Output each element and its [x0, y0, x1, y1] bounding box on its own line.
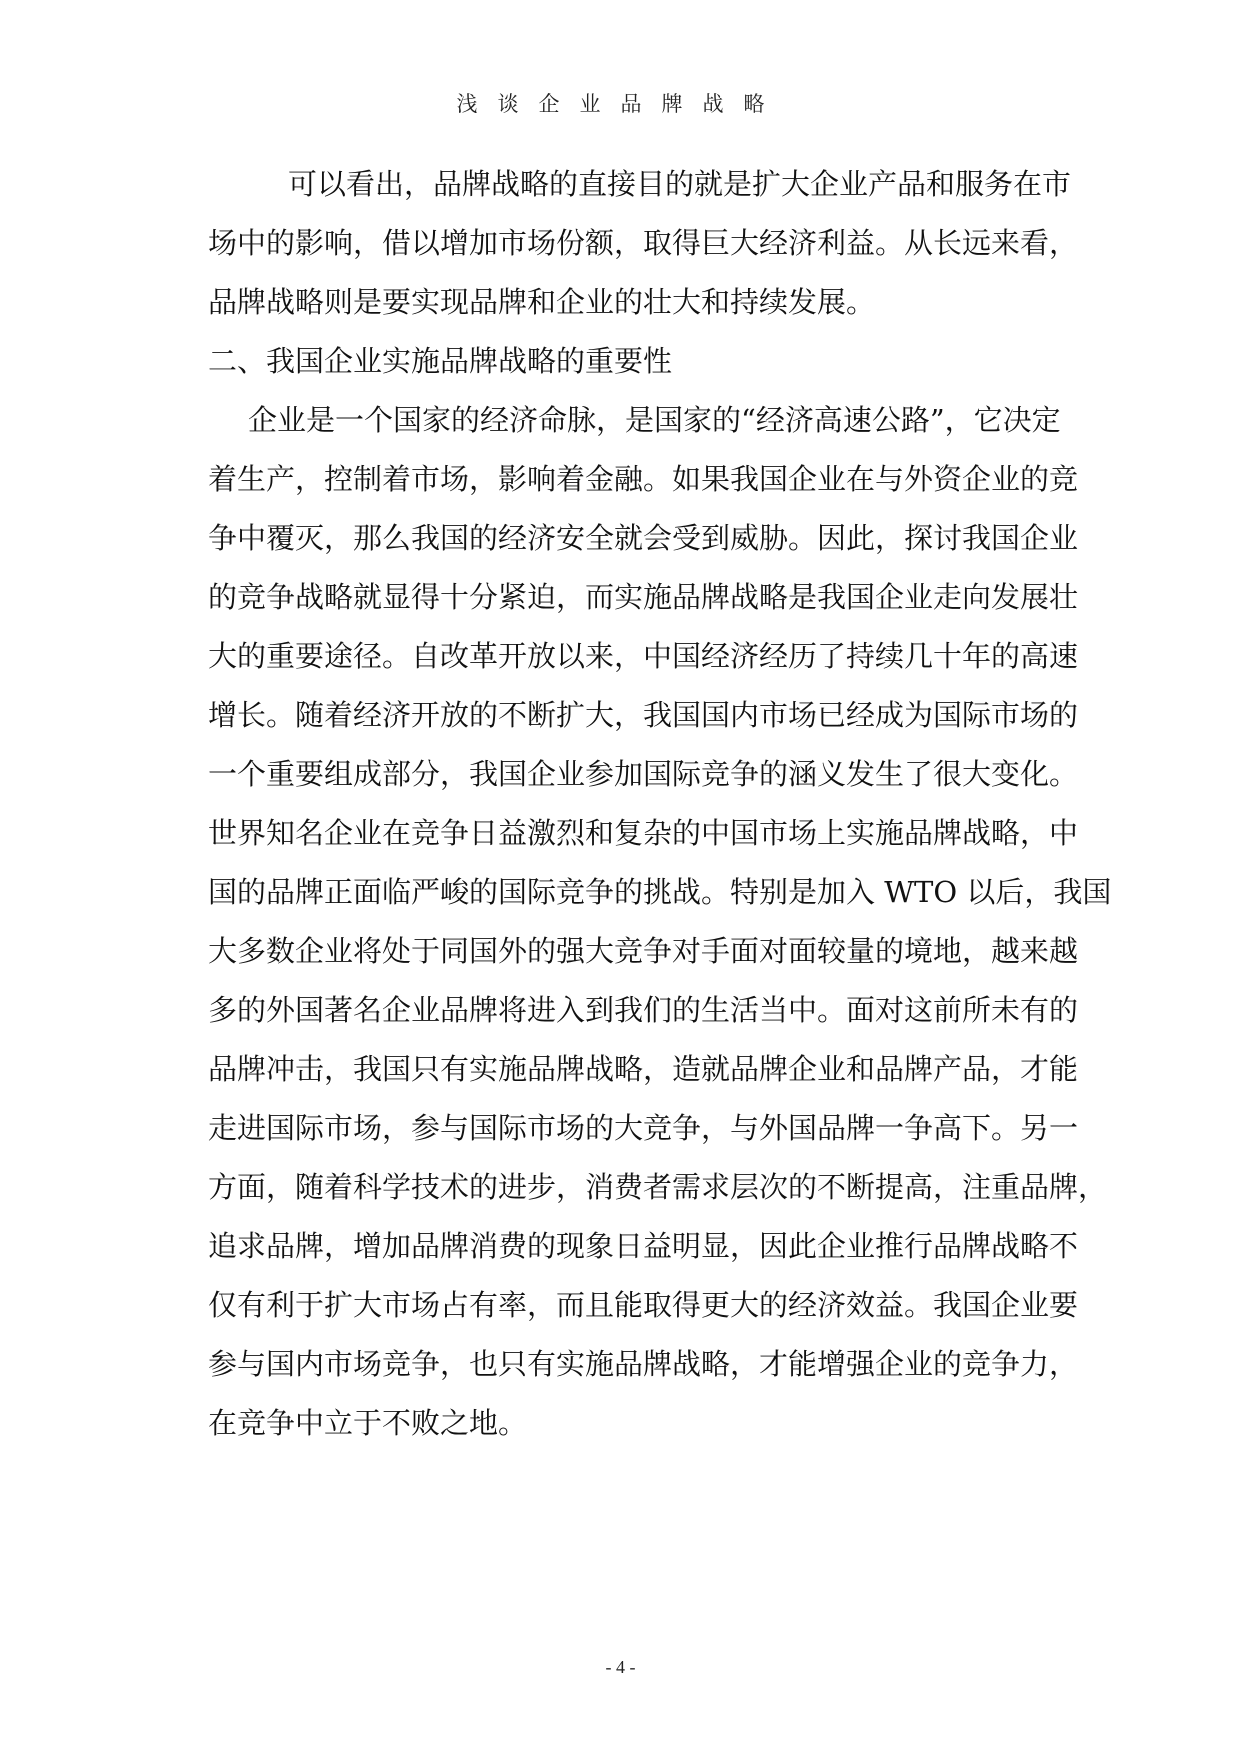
paragraph-line: 仅有利于扩大市场占有率，而且能取得更大的经济效益。我国企业要 [208, 1288, 1079, 1322]
body-text [208, 155, 1112, 1453]
paragraph-line: 国的品牌正面临严峻的国际竞争的挑战。特别是加入 WTO 以后，我国 [208, 875, 1112, 909]
paragraph-conclusion [208, 155, 1088, 332]
paragraph-line: 品牌战略则是要实现品牌和企业的壮大和持续发展。 [208, 285, 876, 319]
section-heading: 二、我国企业实施品牌战略的重要性 [208, 344, 673, 378]
paragraph-line: 在竞争中立于不败之地。 [208, 1406, 528, 1440]
paragraph-line: 世界知名企业在竞争日益激烈和复杂的中国市场上实施品牌战略，中 [208, 816, 1079, 850]
paragraph-line: 增长。随着经济开放的不断扩大，我国国内市场已经成为国际市场的 [208, 698, 1079, 732]
paragraph-line: 追求品牌，增加品牌消费的现象日益明显，因此企业推行品牌战略不 [208, 1229, 1079, 1263]
paragraph-line: 走进国际市场，参与国际市场的大竞争，与外国品牌一争高下。另一 [208, 1111, 1079, 1145]
paragraph-line: 品牌冲击，我国只有实施品牌战略，造就品牌企业和品牌产品，才能 [208, 1052, 1079, 1086]
paragraph-line: 争中覆灭，那么我国的经济安全就会受到威胁。因此，探讨我国企业 [208, 521, 1079, 555]
paragraph-line: 着生产，控制着市场，影响着金融。如果我国企业在与外资企业的竞 [208, 462, 1079, 496]
paragraph-line: 场中的影响，借以增加市场份额，取得巨大经济利益。从长远来看， [208, 226, 1079, 260]
running-header: 浅谈企业品牌战略 [456, 92, 785, 116]
paragraph-line: 大的重要途径。自改革开放以来，中国经济经历了持续几十年的高速 [208, 639, 1079, 673]
paragraph-importance [208, 391, 1112, 1453]
paragraph-line: 参与国内市场竞争，也只有实施品牌战略，才能增强企业的竞争力， [208, 1347, 1079, 1381]
paragraph-line: 的竞争战略就显得十分紧迫，而实施品牌战略是我国企业走向发展壮 [208, 580, 1079, 614]
paragraph-line: 多的外国著名企业品牌将进入到我们的生活当中。面对这前所未有的 [208, 993, 1079, 1027]
paragraph-line: 一个重要组成部分，我国企业参加国际竞争的涵义发生了很大变化。 [208, 757, 1079, 791]
paragraph-line: 大多数企业将处于同国外的强大竞争对手面对面较量的境地，越来越 [208, 934, 1079, 968]
page-number: - 4 - [605, 1657, 636, 1677]
paragraph-line: 可以看出，品牌战略的直接目的就是扩大企业产品和服务在市 [288, 167, 1072, 201]
paragraph-line: 方面，随着科学技术的进步，消费者需求层次的不断提高，注重品牌， [208, 1170, 1108, 1204]
paragraph-line: 企业是一个国家的经济命脉，是国家的“经济高速公路”，它决定 [248, 403, 1061, 437]
